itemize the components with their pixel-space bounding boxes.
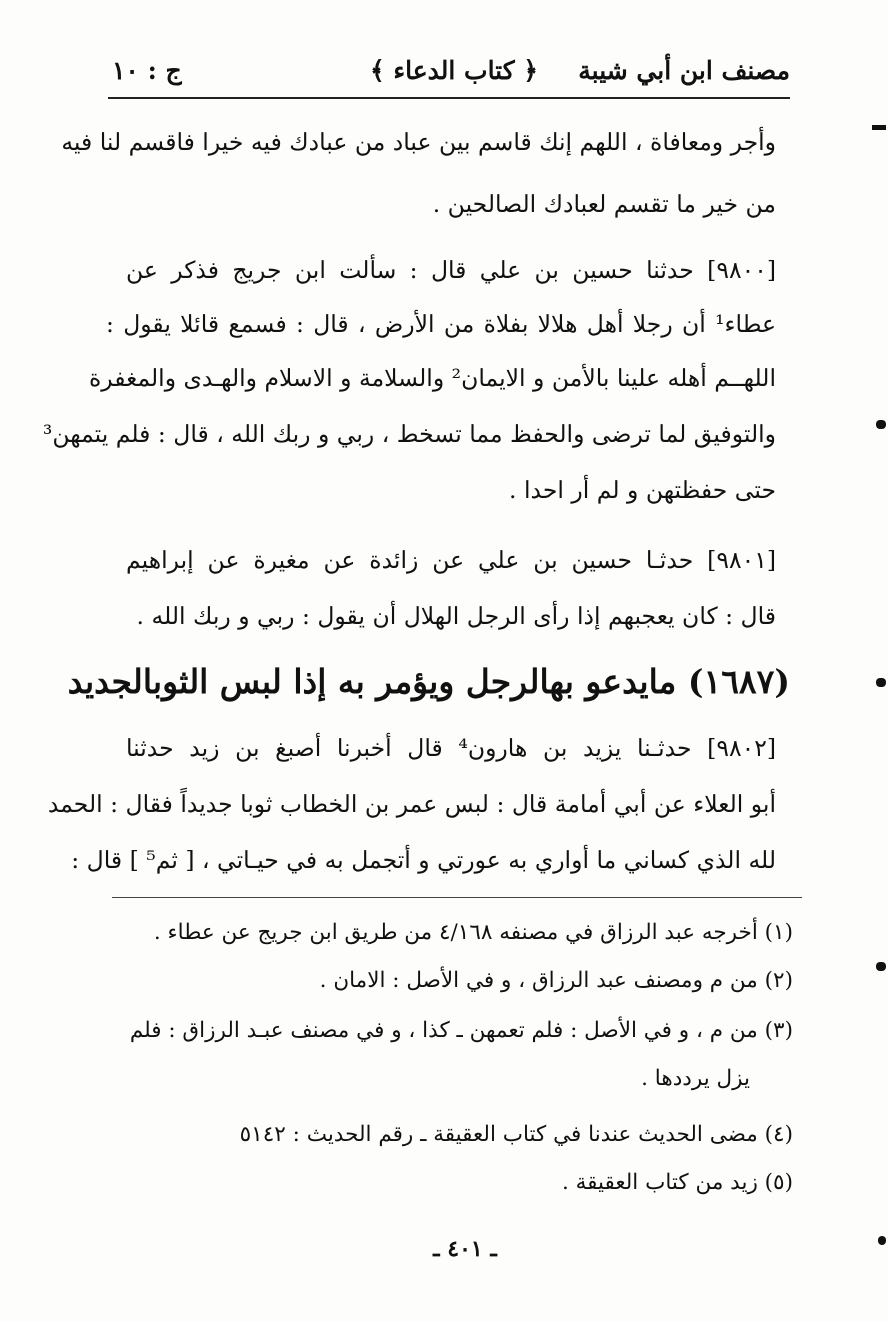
book-title: مصنف ابن أبي شيبة — [578, 56, 790, 85]
hadith-9800-line: [٩٨٠٠] حدثنا حسين بن علي قال : سألت ابن جريج فذكر عن — [126, 256, 776, 284]
body-line: حتى حفظتهن و لم أر احدا . — [509, 476, 776, 504]
margin-mark — [872, 125, 886, 130]
hadith-9801-line: [٩٨٠١] حدثـا حسين بن علي عن زائدة عن مغيرة عن إبراهيم — [126, 546, 776, 574]
margin-mark — [876, 420, 886, 429]
footnote-5: (٥) زيد من كتاب العقيقة . — [561, 1170, 793, 1195]
running-header — [100, 52, 790, 96]
body-line: أبو العلاء عن أبي أمامة قال : لبس عمر بن الخطاب ثوبا جديداً فقال : الحمد — [47, 790, 776, 818]
page-number: ـ ٤٠١ ـ — [433, 1236, 497, 1262]
footnote-2: (٢) من م ومصنف عبد الرزاق ، و في الأصل : الامان . — [319, 968, 793, 993]
body-line: عطاء¹ أن رجلا أهل هلالا بفلاة من الأرض ، قال : فسمع قائلا يقول : — [106, 310, 776, 338]
footnote-3: (٣) من م ، و في الأصل : فلم تعمهن ـ كذا ، و في مصنف عبـد الرزاق : فلم — [129, 1018, 793, 1043]
footnote-3-continued: يزل يرددها . — [641, 1066, 750, 1091]
header-rule — [108, 97, 790, 99]
footnote-4: (٤) مضى الحديث عندنا في كتاب العقيقة ـ رقم الحديث : ٥١٤٢ — [239, 1122, 793, 1147]
footnote-rule — [112, 897, 802, 898]
hadith-9802-line: [٩٨٠٢] حدثـنا يزيد بن هارون⁴ قال أخبرنا أصبغ بن زيد حدثنا — [126, 734, 777, 762]
body-line: وأجر ومعافاة ، اللهم إنك قاسم بين عباد من عبادك فيه خيرا فاقسم لنا فيه — [61, 128, 776, 156]
volume-number: ج : ١٠ — [112, 56, 182, 85]
body-line: قال : كان يعجبهم إذا رأى الرجل الهلال أن يقول : ربي و ربك الله . — [136, 602, 776, 630]
margin-mark — [876, 962, 886, 971]
body-line: اللهــم أهله علينا بالأمن و الايمان² والسلامة و الاسلام والهـدى والمغفرة — [88, 364, 776, 392]
chapter-title: (١٦٨٧) مايدعو بهالرجل ويؤمر به إذا لبس الثوبالجديد — [67, 662, 790, 701]
body-line: والتوفيق لما ترضى والحفظ مما تسخط ، ربي و ربك الله ، قال : فلم يتمهن³ — [42, 420, 776, 448]
footnote-1: (١) أخرجه عبد الرزاق في مصنفه ٤/١٦٨ من طريق ابن جريج عن عطاء . — [153, 920, 793, 945]
margin-mark — [876, 678, 886, 687]
body-line: لله الذي كساني ما أواري به عورتي و أتجمل به في حيـاتي ، [ ثم⁵ ] قال : — [71, 846, 776, 874]
section-title: ﴿ كتاب الدعاء ﴾ — [370, 56, 538, 85]
margin-mark — [878, 1236, 886, 1245]
body-line: من خير ما تقسم لعبادك الصالحين . — [432, 190, 776, 218]
